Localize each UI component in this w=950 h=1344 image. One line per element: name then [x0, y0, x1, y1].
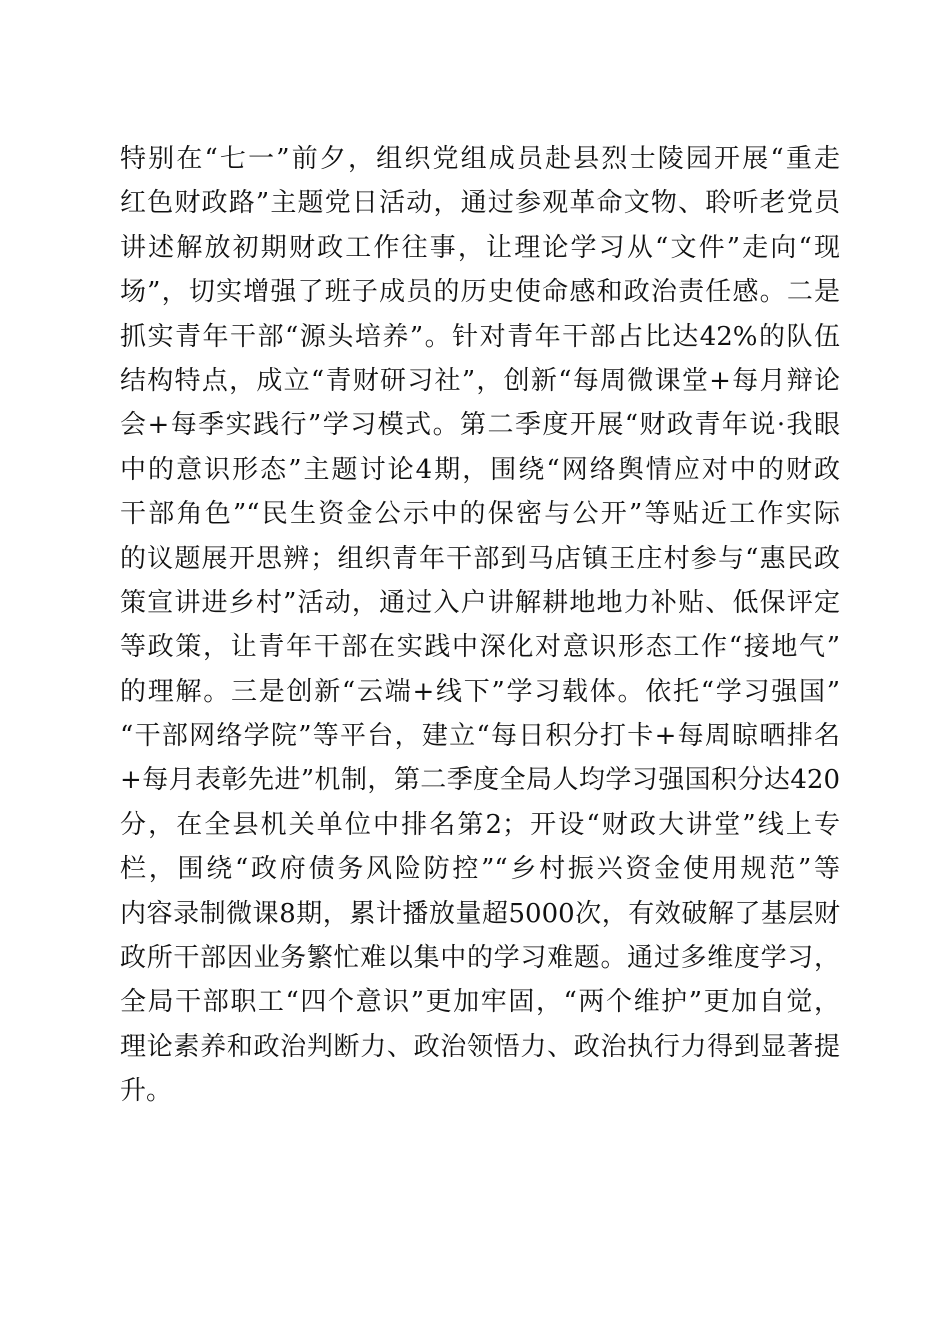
text-line: 中的意识形态”主题讨论4期，围绕“网络舆情应对中的财政	[120, 454, 840, 485]
text-line: 的议题展开思辨；组织青年干部到马店镇王庄村参与“惠民政	[120, 543, 840, 574]
text-line: 升。	[120, 1076, 173, 1107]
text-line: 理论素养和政治判断力、政治领悟力、政治执行力得到显著提	[120, 1031, 840, 1062]
text-line: 全局干部职工“四个意识”更加牢固，“两个维护”更加自觉，	[120, 987, 840, 1018]
text-line: 会+每季实践行”学习模式。第二季度开展“财政青年说·我眼	[120, 410, 840, 441]
text-line: 内容录制微课8期，累计播放量超5000次，有效破解了基层财	[120, 898, 840, 929]
text-line: +每月表彰先进”机制，第二季度全局人均学习强国积分达420	[120, 765, 840, 796]
text-line: 策宣讲进乡村”活动，通过入户讲解耕地地力补贴、低保评定	[120, 587, 840, 618]
text-line: 结构特点，成立“青财研习社”，创新“每周微课堂+每月辩论	[120, 365, 840, 396]
text-line: 特别在“七一”前夕，组织党组成员赴县烈士陵园开展“重走	[120, 144, 840, 174]
body-paragraph	[120, 137, 840, 1114]
text-line: 讲述解放初期财政工作往事，让理论学习从“文件”走向“现	[120, 232, 840, 263]
text-line: 等政策，让青年干部在实践中深化对意识形态工作“接地气”	[120, 632, 840, 663]
text-line: 分，在全县机关单位中排名第2；开设“财政大讲堂”线上专	[120, 809, 840, 840]
text-line: 栏，围绕“政府债务风险防控”“乡村振兴资金使用规范”等	[120, 854, 840, 885]
text-line: 的理解。三是创新“云端+线下”学习载体。依托“学习强国”	[120, 676, 840, 707]
text-line: 政所干部因业务繁忙难以集中的学习难题。通过多维度学习，	[120, 943, 840, 974]
text-line: 红色财政路”主题党日活动，通过参观革命文物、聆听老党员	[120, 188, 840, 219]
text-line: 干部角色”“民生资金公示中的保密与公开”等贴近工作实际	[120, 499, 840, 530]
text-line: “干部网络学院”等平台，建立“每日积分打卡+每周晾晒排名	[120, 721, 840, 752]
text-line: 抓实青年干部“源头培养”。针对青年干部占比达42%的队伍	[120, 321, 840, 352]
text-line: 场”，切实增强了班子成员的历史使命感和政治责任感。二是	[120, 277, 840, 308]
